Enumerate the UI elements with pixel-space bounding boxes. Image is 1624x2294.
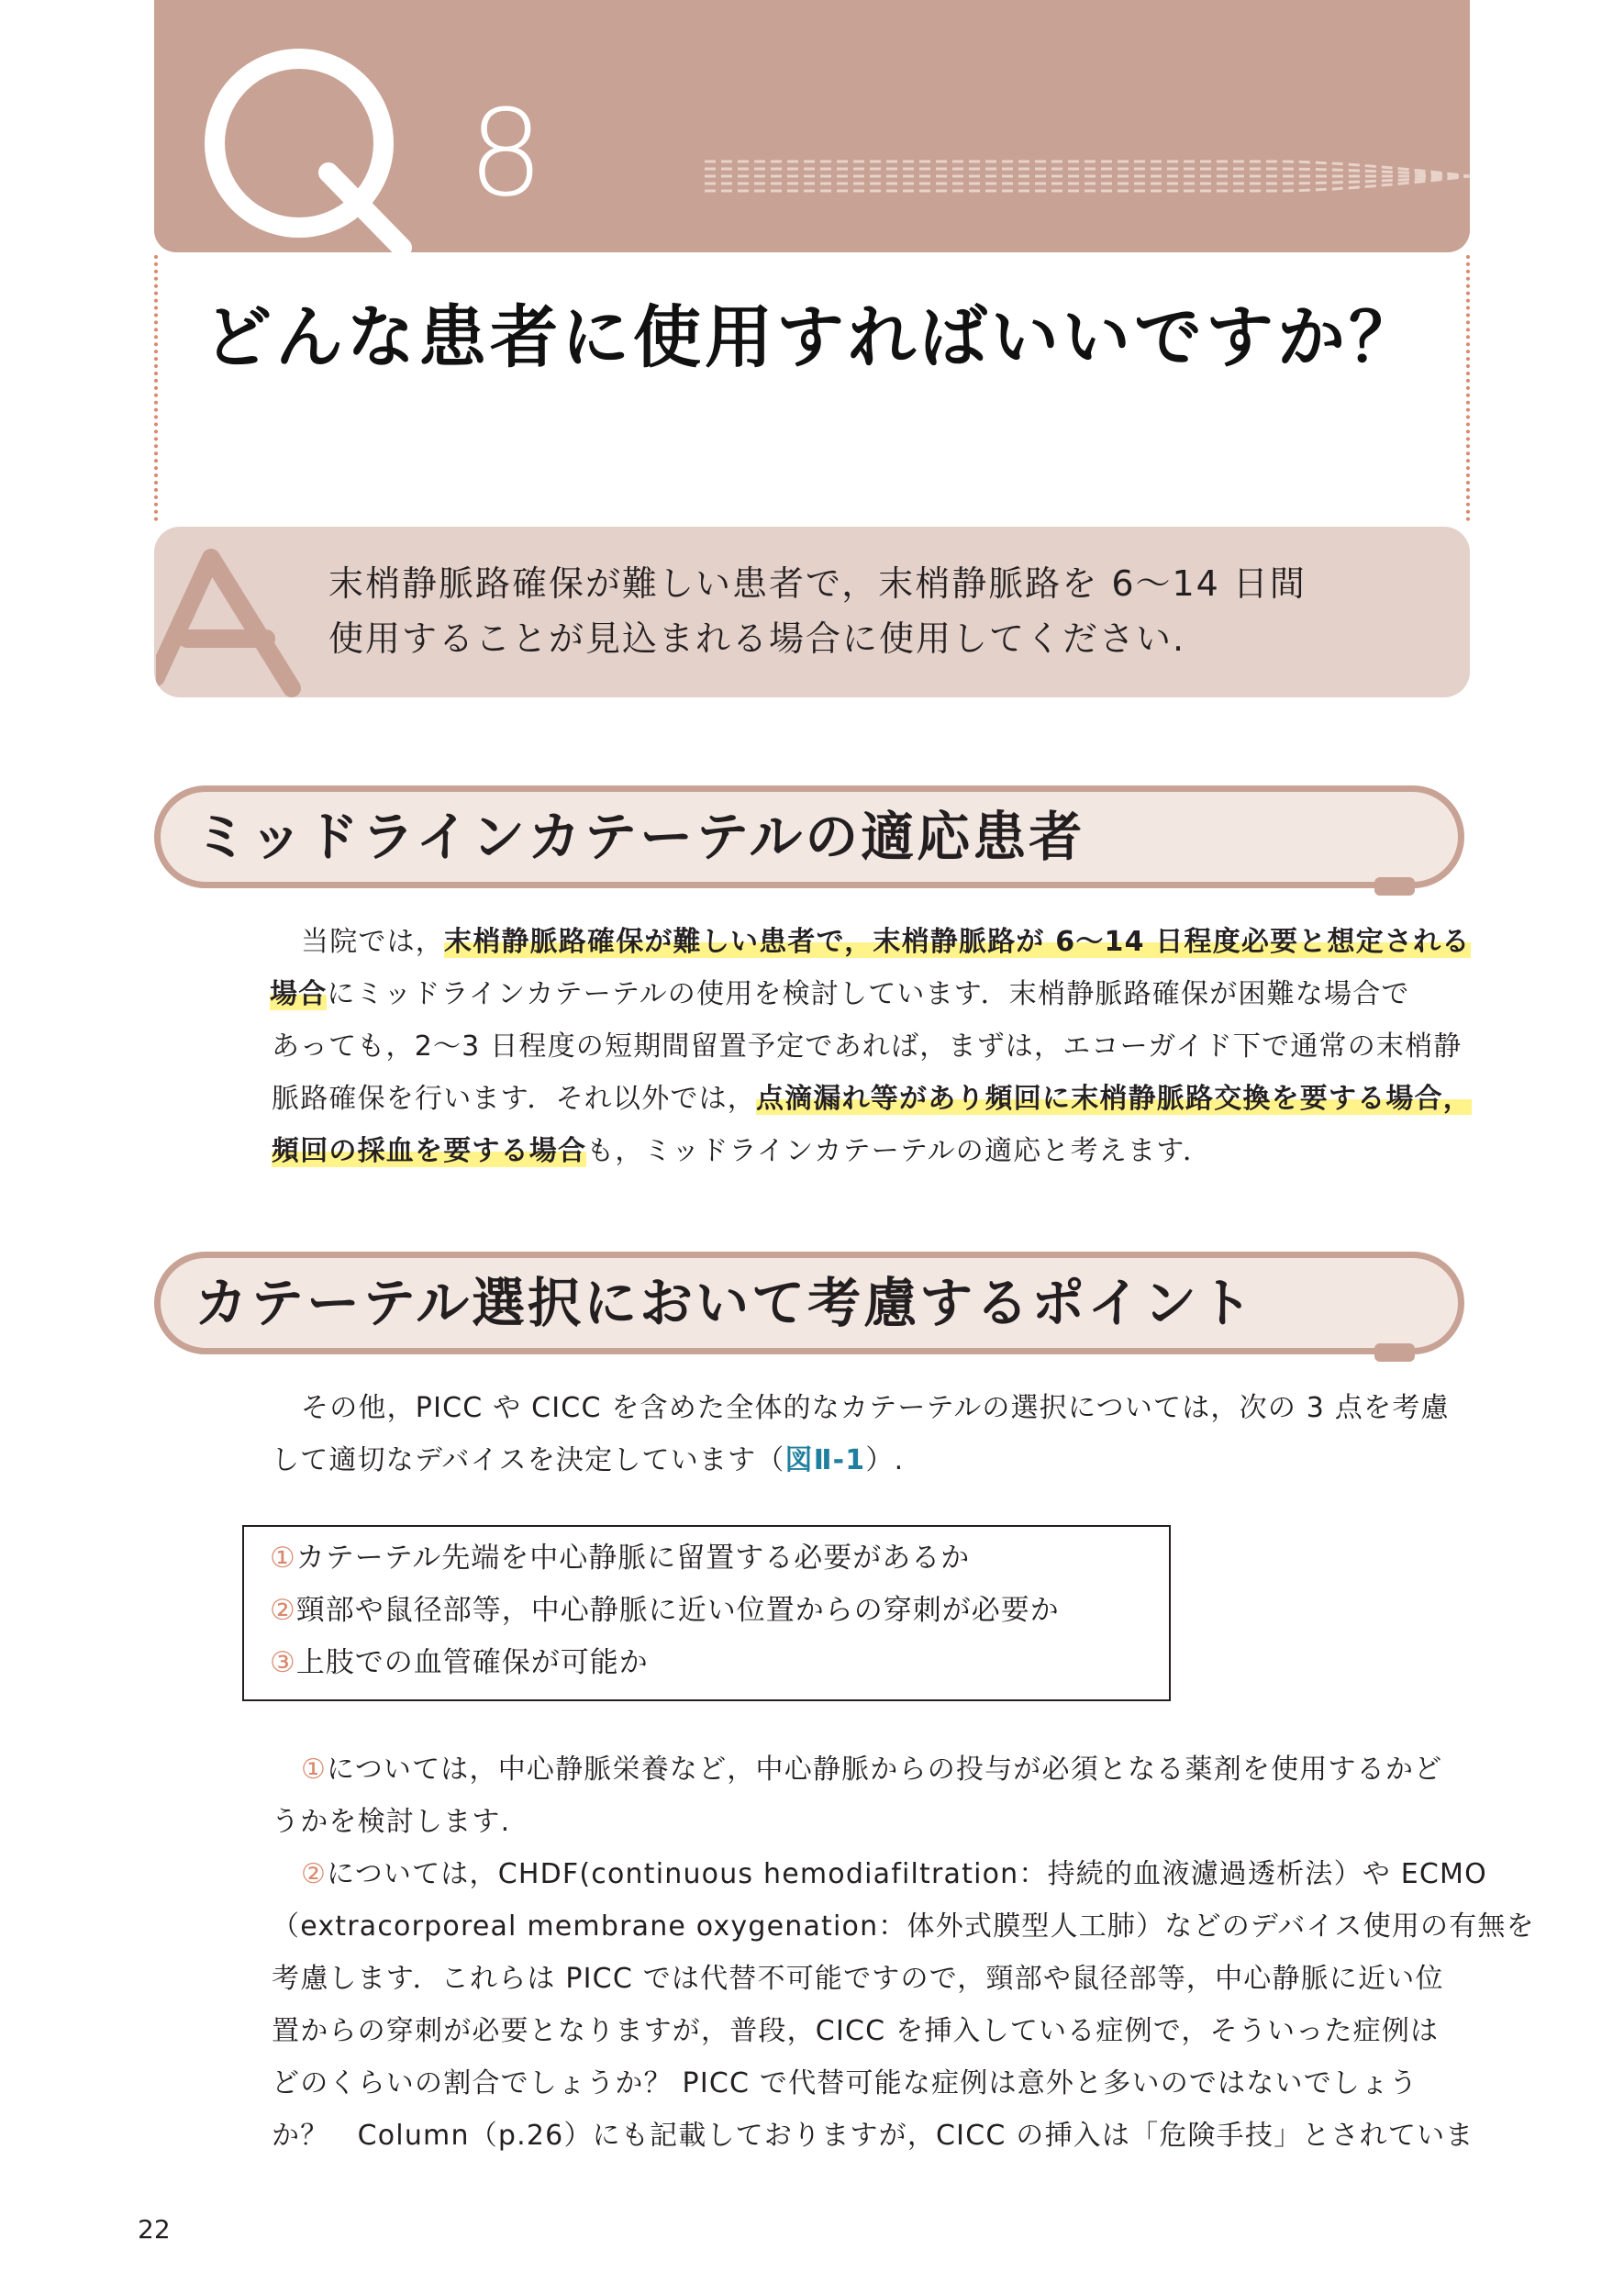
section-title: カテーテル選択において考慮するポイント [195,1272,1256,1334]
figure-reference-link[interactable]: 図Ⅱ-1 [784,1444,866,1476]
question-title: どんな患者に使用すればいいですか？ [204,298,1420,377]
right-dotted-rail [1466,255,1470,521]
decorative-lines-icon [705,158,1470,195]
section-heading-tail [1274,883,1374,888]
answer-text [328,556,1448,666]
highlight: 点滴漏れ等があり頻回に末梢静脈路交換を要する場合， [756,1083,1472,1115]
section-heading-indications [154,785,1470,892]
left-dotted-rail [154,255,158,521]
answer-line: 使用することが見込まれる場合に使用してください. [328,618,1186,659]
question-header-band [154,0,1470,252]
paragraph-point-1: ①については，中心静脈栄養など，中心静脈からの投与が必須となる薬剤を使用するかど うかを検討します. [272,1754,1443,1838]
a-letter-icon [156,540,312,697]
question-number: 8 [468,84,544,223]
paragraph-point-2: ②については，CHDF(continuous hemodiafiltration：持続的血液濾過透析法）や ECMO （extracorporeal membrane oxygenation：体外式膜型人工肺）などのデバイス使用の有無を 考慮します．これらは PICC では代替不可能ですので，頸部や鼠径部等，中心静脈に近い位 置からの穿刺が必要となりますが，普段，CICC を挿入している症例で，そういった症例は どのくらいの割合でしょうか？ PICC で代替可能な症例は意外と多いのではないでしょう か？ Column（p.26）にも記載しておりますが，CICC の挿入は「危険手技」とされていま [272,1858,1535,2152]
section-heading-tab [1374,1343,1415,1362]
section-heading-tab [1374,877,1415,896]
paragraph-indications: 当院では，末梢静脈路確保が難しい患者で，末梢静脈路が 6～14 日程度必要と想定される 場合にミッドラインカテーテルの使用を検討しています．末梢静脈路確保が困難な場合で あっても，2～3 日程度の短期間留置予定であれば，まずは，エコーガイド下で通常の末梢静 脈路確保を行います．それ以外では，点滴漏れ等があり頻回に末梢静脈路交換を要する場合， 頻回の採血を要する場合も，ミッドラインカテーテルの適応と考えます． [270,926,1472,1167]
highlight: 頻回の採血を要する場合 [272,1135,587,1167]
criteria-item: ②頸部や鼠径部等，中心静脈に近い位置からの穿刺が必要か [270,1594,1060,1627]
criteria-box [242,1525,1171,1701]
answer-box [154,527,1470,697]
highlight: 末梢静脈路確保が難しい患者で，末梢静脈路が 6～14 日程度必要と想定される [444,926,1471,958]
criteria-item: ①カテーテル先端を中心静脈に留置する必要があるか [270,1542,971,1575]
page-number: 22 [138,2214,171,2244]
criteria-item: ③上肢での血管確保が可能か [270,1646,649,1679]
highlight: 場合 [270,978,328,1010]
section-heading-selection-points [154,1252,1470,1358]
section-title: ミッドラインカテーテルの適応患者 [195,806,1085,868]
answer-line: 末梢静脈路確保が難しい患者で，末梢静脈路を 6～14 日間 [328,563,1307,604]
paragraph-selection-intro: その他，PICC や CICC を含めた全体的なカテーテルの選択については，次の 3 点を考慮 して適切なデバイスを決定しています（図Ⅱ-1）. [272,1392,1450,1476]
q-letter-icon [191,35,429,252]
section-heading-tail [1274,1349,1374,1354]
